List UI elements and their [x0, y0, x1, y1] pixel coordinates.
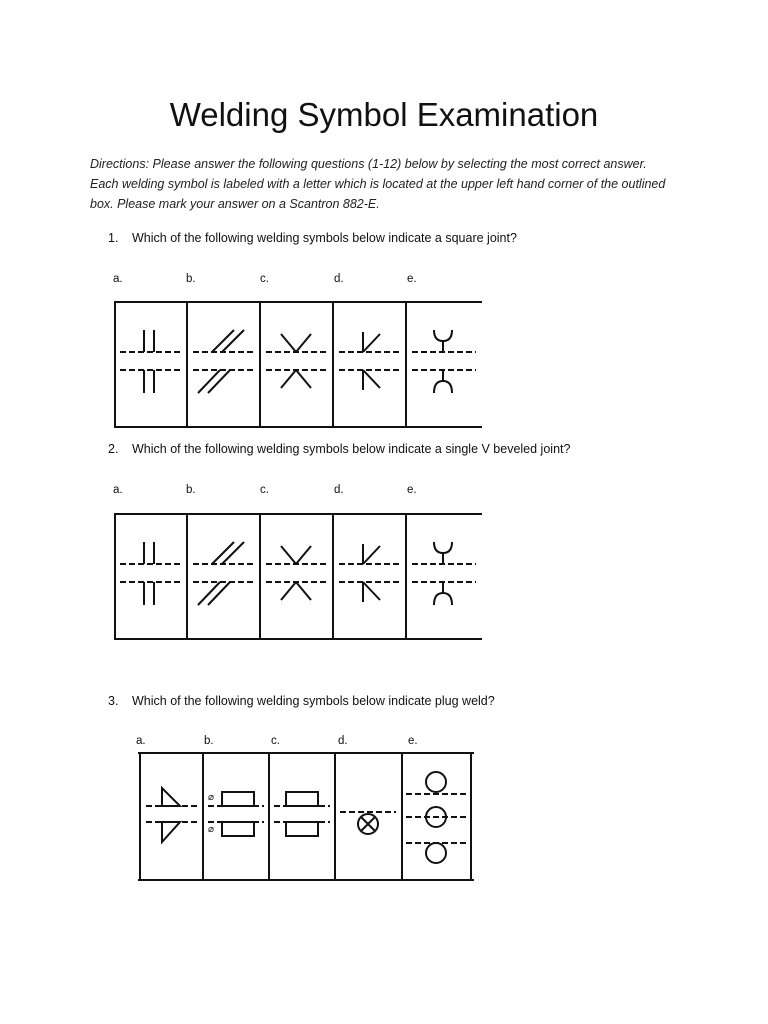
option-a[interactable]: a. — [113, 484, 123, 496]
option-b[interactable]: b. — [186, 484, 196, 496]
question-3 — [108, 694, 495, 708]
question-2 — [108, 442, 570, 456]
bevel-groove-icon — [193, 542, 255, 605]
plug-slot-icon — [274, 792, 330, 836]
question-text: Which of the following welding symbols below indicate plug weld? — [132, 694, 495, 708]
directions-line-1: Directions: Please answer the following questions (1-12) below by selecting the most correct answer. — [90, 157, 647, 171]
option-a[interactable]: a. — [113, 273, 123, 285]
option-b[interactable]: b. — [186, 273, 196, 285]
single-bevel-icon — [339, 544, 401, 602]
bevel-groove-icon — [193, 330, 255, 393]
symbol-table-3 — [138, 752, 478, 884]
question-number: 2. — [108, 442, 119, 456]
option-c[interactable]: c. — [271, 735, 280, 747]
symbol-table-2 — [114, 513, 484, 643]
directions-line-3: box. Please mark your answer on a Scantron 882-E. — [90, 197, 380, 211]
option-d[interactable]: d. — [334, 484, 344, 496]
page-title: Welding Symbol Examination — [169, 96, 599, 133]
diameter-mark-top: ⌀ — [208, 792, 215, 803]
option-c[interactable]: c. — [260, 484, 269, 496]
option-c[interactable]: c. — [260, 273, 269, 285]
option-e[interactable]: e. — [407, 273, 417, 285]
option-a[interactable]: a. — [136, 735, 146, 747]
directions-line-2: Each welding symbol is labeled with a letter which is located at the upper left hand corner of the outlined — [90, 177, 666, 191]
spot-weld-cross-icon — [340, 812, 396, 834]
question-number: 1. — [108, 231, 119, 245]
single-bevel-icon — [339, 332, 401, 390]
symbol-table-1 — [114, 301, 484, 431]
option-b[interactable]: b. — [204, 735, 214, 747]
flag-triangle-icon — [146, 788, 198, 842]
question-text: Which of the following welding symbols below indicate a single V beveled joint? — [132, 442, 571, 456]
option-e[interactable]: e. — [408, 735, 418, 747]
option-d[interactable]: d. — [338, 735, 348, 747]
plug-slot-diameter-icon — [208, 792, 264, 836]
v-groove-icon — [266, 546, 328, 600]
v-groove-icon — [266, 334, 328, 388]
option-e[interactable]: e. — [407, 484, 417, 496]
question-1 — [108, 231, 517, 245]
seam-weld-icon — [406, 772, 468, 863]
option-d[interactable]: d. — [334, 273, 344, 285]
question-number: 3. — [108, 694, 119, 708]
u-groove-icon — [412, 542, 476, 605]
square-groove-icon — [120, 330, 182, 393]
square-groove-icon — [120, 542, 182, 605]
directions — [90, 154, 690, 214]
question-text: Which of the following welding symbols below indicate a square joint? — [132, 231, 517, 245]
diameter-mark-bottom: ⌀ — [208, 824, 215, 835]
u-groove-icon — [412, 330, 476, 393]
